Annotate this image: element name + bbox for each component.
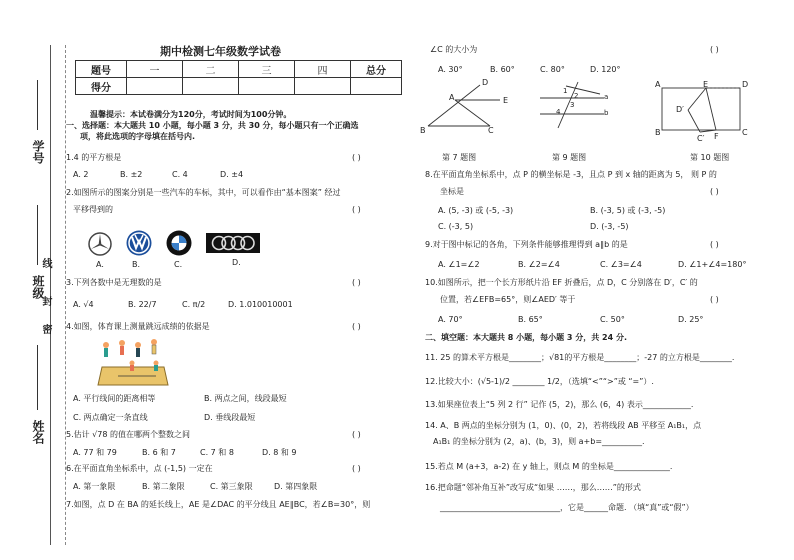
q10-option-b[interactable]: B. 65° <box>518 315 543 324</box>
q6-text: 6.在平面直角坐标系中，点 (-1,5) 一定在 <box>66 464 213 473</box>
q2-option-a[interactable]: A. <box>96 260 104 269</box>
q6-option-c[interactable]: C. 第三象限 <box>210 482 253 491</box>
score-header-cell: 题号 <box>76 61 127 78</box>
fig7-label-b: B <box>420 126 426 135</box>
name-blank[interactable] <box>37 345 38 410</box>
q10-option-c[interactable]: C. 50° <box>600 315 625 324</box>
q4-option-d[interactable]: D. 垂线段最短 <box>204 413 256 422</box>
bmw-logo-icon <box>166 230 192 256</box>
q2-option-c[interactable]: C. <box>174 260 183 269</box>
q3-answer-paren[interactable]: ( ) <box>352 278 361 287</box>
class-blank[interactable] <box>37 205 38 265</box>
score-input-cell[interactable] <box>183 78 239 95</box>
fig9-label-a: a <box>604 93 609 101</box>
score-input-cell[interactable] <box>239 78 295 95</box>
q3-option-c[interactable]: C. π/2 <box>182 300 206 309</box>
q7-option-c[interactable]: C. 80° <box>540 65 565 74</box>
q8-option-b[interactable]: B. (-3, 5) 或 (-3, -5) <box>590 206 666 215</box>
q5-option-c[interactable]: C. 7 和 8 <box>200 448 234 457</box>
mercedes-logo-icon <box>88 232 112 256</box>
score-input-cell[interactable] <box>351 78 402 95</box>
student-id-blank[interactable] <box>37 80 38 130</box>
q2-option-b[interactable]: B. <box>132 260 141 269</box>
q2-text-line1: 2.如图所示的图案分别是一些汽车的车标，其中，可以看作由“基本图案” 经过 <box>66 188 341 197</box>
q8-option-d[interactable]: D. (-3, -5) <box>590 222 629 231</box>
score-input-cell[interactable] <box>295 78 351 95</box>
q14-text-line2[interactable]: A₁B₁ 的坐标分别为 (2，a)、(b，3)，则 a+b=__________. <box>433 437 645 446</box>
q6-option-a[interactable]: A. 第一象限 <box>73 482 116 491</box>
q4-option-a[interactable]: A. 平行线间的距离相等 <box>73 394 156 403</box>
score-header-cell: 四 <box>295 61 351 78</box>
q8-option-c[interactable]: C. (-3, 5) <box>438 222 474 231</box>
q5-option-d[interactable]: D. 8 和 9 <box>262 448 297 457</box>
q7-text-line1: 7.如图，点 D 在 BA 的延长线上，AE 是∠DAC 的平分线且 AE∥BC，若∠B=30°，则 <box>66 500 371 509</box>
q9-option-b[interactable]: B. ∠2=∠4 <box>518 260 560 269</box>
q8-text-line2: 坐标是 <box>440 187 464 196</box>
score-table-header-row <box>76 61 402 78</box>
q4-answer-paren[interactable]: ( ) <box>352 322 361 331</box>
q6-option-b[interactable]: B. 第二象限 <box>142 482 185 491</box>
q10-text-line1: 10.如图所示，把一个长方形纸片沿 EF 折叠后，点 D，C 分别落在 D′，C′ 的 <box>425 278 698 287</box>
fig9-label-2: 2 <box>574 92 579 100</box>
tips-text: 温馨提示：本试卷满分为120分，考试时间为100分钟。 <box>90 110 292 119</box>
q10-option-a[interactable]: A. 70° <box>438 315 463 324</box>
q4-option-c[interactable]: C. 两点确定一条直线 <box>73 413 148 422</box>
student-id-label: 学号 <box>31 140 45 164</box>
q3-option-d[interactable]: D. 1.010010001 <box>228 300 293 309</box>
q4-text: 4.如图，体育课上测量跳远成绩的依据是 <box>66 322 210 331</box>
q9-option-a[interactable]: A. ∠1=∠2 <box>438 260 480 269</box>
figure-7-caption: 第 7 题图 <box>442 153 477 162</box>
q7-option-d[interactable]: D. 120° <box>590 65 621 74</box>
q3-option-a[interactable]: A. √4 <box>73 300 94 309</box>
q9-option-d[interactable]: D. ∠1+∠4=180° <box>678 260 747 269</box>
q1-option-b[interactable]: B. ±2 <box>120 170 143 179</box>
q8-option-a[interactable]: A. (5, -3) 或 (-5, -3) <box>438 206 514 215</box>
fig10-label-d: D <box>742 80 749 89</box>
figure-9-diagram <box>540 80 610 130</box>
fig10-label-c-prime: C′ <box>697 134 705 143</box>
score-header-cell: 二 <box>183 61 239 78</box>
q6-option-d[interactable]: D. 第四象限 <box>274 482 318 491</box>
fig9-label-1: 1 <box>563 87 568 95</box>
q13-text[interactable]: 13.如果座位表上“5 列 2 行” 记作 (5，2)，那么 (6，4) 表示____________. <box>425 400 694 409</box>
score-row-label: 得分 <box>76 78 127 95</box>
line-mark: 线 <box>40 258 51 268</box>
section2-heading: 二、填空题：本大题共 8 小题，每小题 3 分，共 24 分. <box>425 333 628 342</box>
q1-option-a[interactable]: A. 2 <box>73 170 89 179</box>
q16-text-line2[interactable]: ______________________________，它是______命题. （填“真”或“假”） <box>440 503 694 512</box>
fig7-label-a: A <box>449 93 455 102</box>
q11-text[interactable]: 11. 25 的算术平方根是________；√81的平方根是________；-27 的立方根是________. <box>425 353 735 362</box>
q7-answer-paren[interactable]: ( ) <box>710 45 719 54</box>
q9-text: 9.对于图中标记的各角，下列条件能够推理得到 a∥b 的是 <box>425 240 628 249</box>
fig10-label-e: E <box>703 80 709 89</box>
q3-option-b[interactable]: B. 22/7 <box>128 300 157 309</box>
q2-option-d[interactable]: D. <box>232 258 241 267</box>
score-header-cell: 三 <box>239 61 295 78</box>
fig9-label-3: 3 <box>570 101 575 109</box>
binding-solid-line <box>50 45 51 545</box>
fig10-label-f: F <box>714 132 719 141</box>
volkswagen-logo-icon <box>126 230 152 256</box>
q10-answer-paren[interactable]: ( ) <box>710 295 719 304</box>
fig10-label-d-prime: D′ <box>676 105 684 114</box>
seal-mark: 封 <box>40 296 51 306</box>
q9-option-c[interactable]: C. ∠3=∠4 <box>600 260 642 269</box>
fig9-label-4: 4 <box>556 108 561 116</box>
q2-text-line2: 平移得到的 <box>73 205 113 214</box>
q14-text-line1: 14. A、B 两点的坐标分别为 (1，0)、(0，2)，若将线段 AB 平移至 A₁B₁，点 <box>425 421 702 430</box>
score-input-cell[interactable] <box>127 78 183 95</box>
figure-10-diagram <box>660 86 750 136</box>
q1-text: 1.4 的平方根是 <box>66 153 122 162</box>
q12-text[interactable]: 12.比较大小：(√5-1)/2 ________ 1/2，（选填“<”“>”或 “=”）. <box>425 377 654 386</box>
fig9-label-b: b <box>604 109 609 117</box>
q1-option-d[interactable]: D. ±4 <box>220 170 244 179</box>
q4-option-b[interactable]: B. 两点之间，线段最短 <box>204 394 287 403</box>
q1-answer-paren[interactable]: ( ) <box>352 153 361 162</box>
q5-answer-paren[interactable]: ( ) <box>352 430 361 439</box>
q5-option-a[interactable]: A. 77 和 79 <box>73 448 117 457</box>
q10-text-line2: 位置，若∠EFB=65°，则∠AED′ 等于 <box>440 295 576 304</box>
page-title: 期中检测七年级数学试卷 <box>160 45 281 58</box>
section1-heading-line2: 项，将此选项的字母填在括号内. <box>80 132 196 141</box>
q7-option-b[interactable]: B. 60° <box>490 65 515 74</box>
audi-logo-icon <box>206 233 260 253</box>
q15-text[interactable]: 15.若点 M (a+3，a-2) 在 y 轴上，则点 M 的坐标是______________. <box>425 462 673 471</box>
fig10-label-a: A <box>655 80 661 89</box>
q6-answer-paren[interactable]: ( ) <box>352 464 361 473</box>
score-header-cell: 总分 <box>351 61 402 78</box>
figure-10-caption: 第 10 题图 <box>690 153 730 162</box>
q5-text: 5.估计 √78 的值在哪两个整数之间 <box>66 430 190 439</box>
q10-option-d[interactable]: D. 25° <box>678 315 704 324</box>
class-label: 班级 <box>31 275 45 299</box>
q3-text: 3.下列各数中是无理数的是 <box>66 278 162 287</box>
figure-9-caption: 第 9 题图 <box>552 153 587 162</box>
q1-option-c[interactable]: C. 4 <box>172 170 188 179</box>
q9-answer-paren[interactable]: ( ) <box>710 240 719 249</box>
dense-mark: 密 <box>40 324 51 334</box>
fig10-label-b: B <box>655 128 661 137</box>
score-table-row <box>76 78 402 95</box>
fig7-label-d: D <box>482 78 489 87</box>
long-jump-figure-icon <box>98 337 170 387</box>
fig7-label-c: C <box>488 126 494 135</box>
q16-text-line1: 16.把命题“邻补角互补”改写成“如果 ……，那么……”的形式 <box>425 483 641 492</box>
fig7-label-e: E <box>503 96 509 105</box>
score-table <box>75 60 402 95</box>
q8-text-line1: 8.在平面直角坐标系中，点 P 的横坐标是 -3，且点 P 到 x 轴的距离为 5， 则 P 的 <box>425 170 717 179</box>
q7-option-a[interactable]: A. 30° <box>438 65 463 74</box>
name-label: 姓名 <box>31 420 45 444</box>
figure-7-diagram <box>420 80 510 135</box>
q2-answer-paren[interactable]: ( ) <box>352 205 361 214</box>
section1-heading-line1: 一、选择题：本大题共 10 小题，每小题 3 分，共 30 分，每小题只有一个正确选 <box>66 121 359 130</box>
q5-option-b[interactable]: B. 6 和 7 <box>142 448 176 457</box>
q7-text-line2: ∠C 的大小为 <box>430 45 478 54</box>
fig10-label-c: C <box>742 128 748 137</box>
q8-answer-paren[interactable]: ( ) <box>710 187 719 196</box>
score-header-cell: 一 <box>127 61 183 78</box>
